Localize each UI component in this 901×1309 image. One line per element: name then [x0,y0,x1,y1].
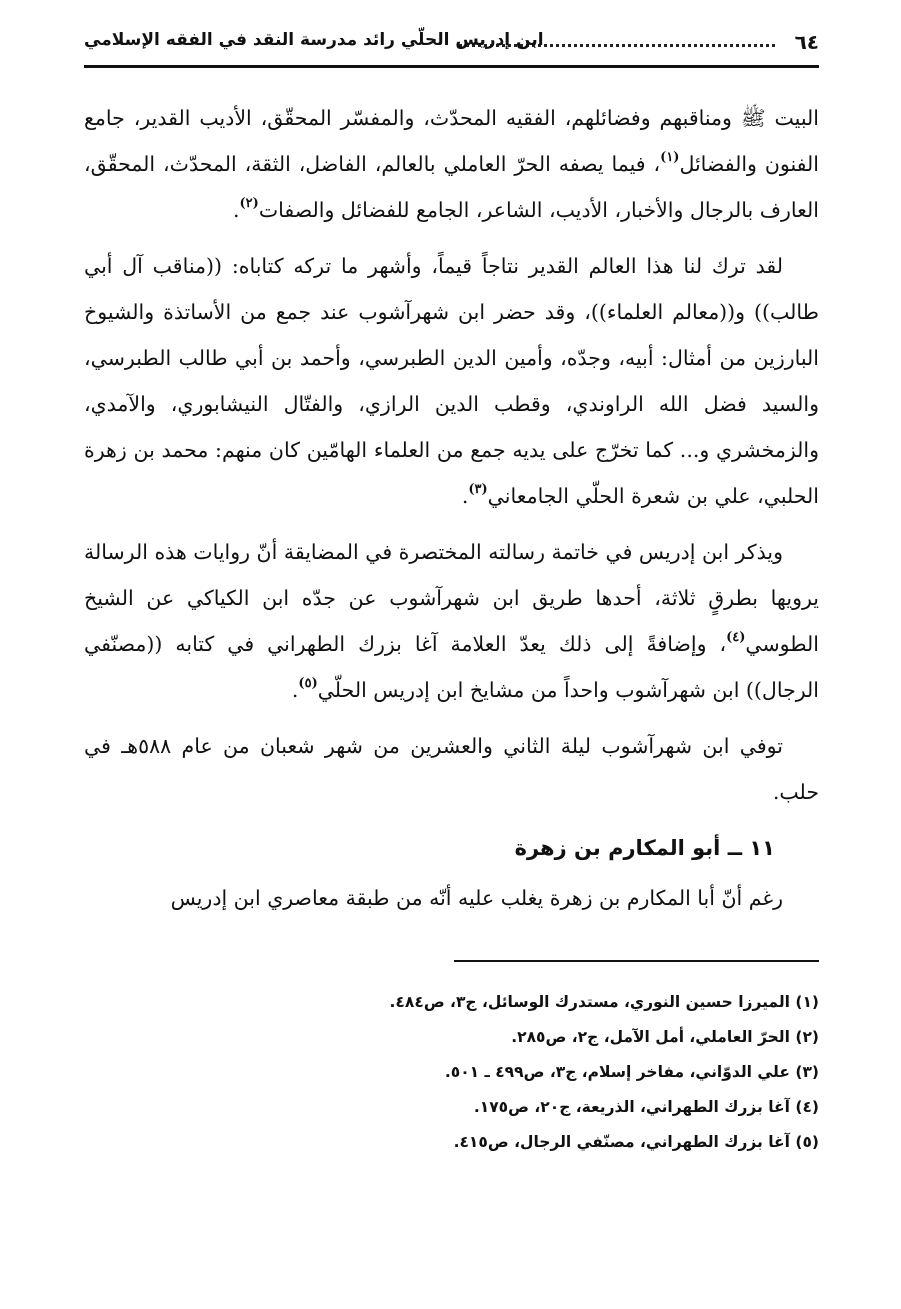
footnote-2: (٢) الحرّ العاملي، أمل الآمل، ج٢، ص٢٨٥. [511,1028,819,1046]
page-number: ٦٤ [794,30,819,54]
main-text [84,95,819,931]
footnote-ref-4[interactable]: (٤) [726,630,746,646]
footnote-1: (١) الميرزا حسين النوري، مستدرك الوسائل، ج٣، ص٤٨٤. [389,993,819,1011]
footnote-ref-1[interactable]: (١) [660,150,680,166]
footnote-3: (٣) علي الدوّاني، مفاخر إسلام، ج٣، ص٤٩٩ ـ ٥٠١. [444,1063,819,1081]
paragraph-text: . [291,678,299,702]
paragraph-3 [84,529,819,713]
paragraph-text: توفي ابن شهرآشوب ليلة الثاني والعشرين من شهر شعبان من عام ٥٨٨هـ في حلب. [84,734,819,804]
paragraph-text: . [232,198,240,222]
section-paragraph: رغم أنّ أبا المكارم بن زهرة يغلب عليه أنّه من طبقة معاصري ابن إدريس [170,886,783,910]
paragraph-text: . [461,484,469,508]
footnote-ref-2[interactable]: (٢) [239,196,259,212]
paragraph-text: ويذكر ابن إدريس في خاتمة رسالته المختصرة في المضايقة أنّ روايات هذه الرسالة يرويها بطرقٍ ثلاثة، أحدها طريق ابن شهرآشوب عن جدّه ابن الكياكي عن الشيخ الطوسي [84,540,819,656]
paragraph-text: لقد ترك لنا هذا العالم القدير نتاجاً قيماً، وأشهر ما تركه كتاباه: ((مناقب آل أبي طالب)) و((معالم العلماء))، وقد حضر ابن شهرآشوب عند جمع من الأساتذة والشيوخ البارزين من أمثال: أبيه، وجدّه، وأمين الدين الطبرسي، وأحمد بن أبي طالب الطبرسي، والسيد فضل الله الراوندي، وقطب الدين الرازي، والفتّال النيشابوري، والآمدي، والزمخشري و... كما تخرّج على يديه جمع من العلماء الهامّين كان منهم: محمد بن زهرة الحلبي، علي بن شعرة الحلّي الجامعاني [84,254,819,508]
header-rule [84,65,819,68]
running-title: ابن إدريس الحلّي رائد مدرسة النقد في الفقه الإسلامي [84,30,544,50]
paragraph-4 [84,723,819,815]
paragraph-text: ، فيما يصفه الحرّ العاملي بالعالم، الفاضل، الثقة، المحدّث، المحقّق، العارف بالرجال والأخبار، الأديب، الشاعر، الجامع للفضائل والصفات [84,152,819,222]
footnotes [84,985,819,1160]
page-header [84,22,819,68]
footnote-ref-5[interactable]: (٥) [298,676,318,692]
paragraph-1 [84,95,819,233]
paragraph-2 [84,243,819,519]
footnote-ref-3[interactable]: (٣) [468,482,488,498]
footnote-4: (٤) آغا بزرك الطهراني، الذريعة، ج٢٠، ص١٧٥. [473,1098,819,1116]
paragraph-text: البيت ﷺ ومناقبهم وفضائلهم، الفقيه المحدّث، والمفسّر المحقّق، الأديب القدير، جامع الفنون والفضائل [84,106,819,176]
footnote-separator [454,960,819,962]
paragraph-text: ، وإضافةً إلى ذلك يعدّ العلامة آغا بزرك الطهراني في كتابه ((مصنّفي الرجال)) ابن شهرآشوب واحداً من مشايخ ابن إدريس الحلّي [84,632,819,702]
section-heading: ١١ ــ أبو المكارم بن زهرة [514,836,775,860]
footnote-5: (٥) آغا بزرك الطهراني، مصنّفي الرجال، ص٤١٥. [453,1133,819,1151]
